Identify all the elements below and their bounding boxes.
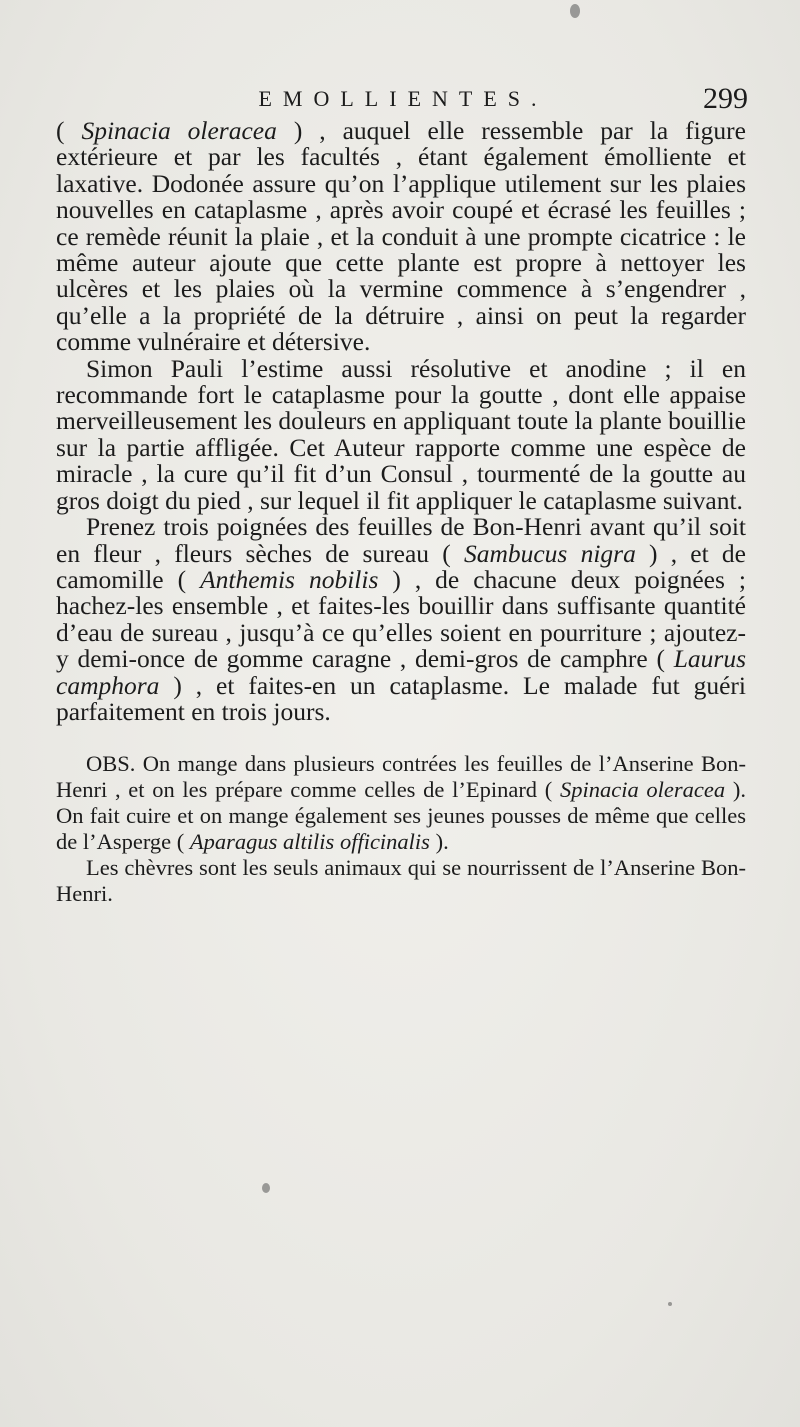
text-run: OBS. On mange dans plusieurs contrées les feuilles de l’Anserine Bon-Henri , et on les prépare comme celles de l’Epinard ( <box>56 751 746 803</box>
paragraph <box>56 353 746 515</box>
running-head: EMOLLIENTES. <box>258 86 548 111</box>
text-run: ) , et de camomille ( <box>56 538 746 594</box>
text-run: ). <box>429 829 449 855</box>
text-run: ). On fait cuire et on mange également ses jeunes pousses de même que celles de l’Asperge ( <box>56 777 746 855</box>
latin-name: Sambucus nigra <box>463 538 636 568</box>
observation-note <box>56 751 746 907</box>
text-run: ) , et faites-en un cataplasme. Le malade fut guéri parfaitement en trois jours. <box>56 670 746 726</box>
latin-name: Laurus camphora <box>56 644 746 700</box>
obs-paragraph <box>56 751 746 855</box>
ink-speck <box>668 1302 672 1306</box>
text-run: ) , auquel elle ressemble par la figure extérieure et par les facultés , étant également émolliente et laxative. Dodonée assure qu’on l’applique utilement sur les plaies nouvelles en cataplasme , après avoir coupé et écrasé les feuilles ; ce remède réunit la plaie , et la conduit à une prompte cicatrice : le même auteur ajoute que cette plante est propre à nettoyer les ulcères et les plaies où la vermine commence à s’engendrer , qu’elle a la propriété de la détruire , ainsi on peut la regarder comme vulnéraire et détersive. <box>56 116 746 357</box>
latin-name: Aparagus altilis officinalis <box>189 829 430 855</box>
text-run: Les chèvres sont les seuls animaux qui se nourrissent de l’Anserine Bon-Henri. <box>56 855 746 907</box>
main-text <box>56 118 746 907</box>
latin-name: Spinacia oleracea <box>81 116 277 145</box>
obs-paragraph <box>56 855 746 907</box>
page-number: 299 <box>703 82 748 115</box>
text-run: Prenez trois poignées des feuilles de Bon-Henri avant qu’il soit en fleur , fleurs sèches de sureau ( <box>56 512 746 568</box>
text-run: ( <box>56 116 82 145</box>
latin-name: Spinacia oleracea <box>559 777 726 803</box>
paragraph <box>56 514 746 725</box>
latin-name: Anthemis nobilis <box>200 564 379 594</box>
text-run: Simon Pauli l’estime aussi résolutive et anodine ; il en recommande fort le cataplasme pour la goutte , dont elle appaise merveilleusement les douleurs en appliquant toute la plante bouillie sur la partie affligée. Cet Auteur rapporte comme une espèce de miracle , la cure qu’il fit d’un Consul , tourmenté de la goutte au gros doigt du pied , sur lequel il fit appliquer le cataplasme suivant. <box>56 353 746 515</box>
ink-speck <box>262 1183 270 1193</box>
paragraph <box>56 118 746 356</box>
ink-speck <box>570 4 580 18</box>
text-run: ) , de chacune deux poignées ; hachez-les ensemble , et faites-les bouillir dans suffisante quantité d’eau de sureau , jusqu’à ce qu’elles soient en pourriture ; ajoutez-y demi-once de gomme caragne , demi-gros de camphre ( <box>56 564 746 674</box>
